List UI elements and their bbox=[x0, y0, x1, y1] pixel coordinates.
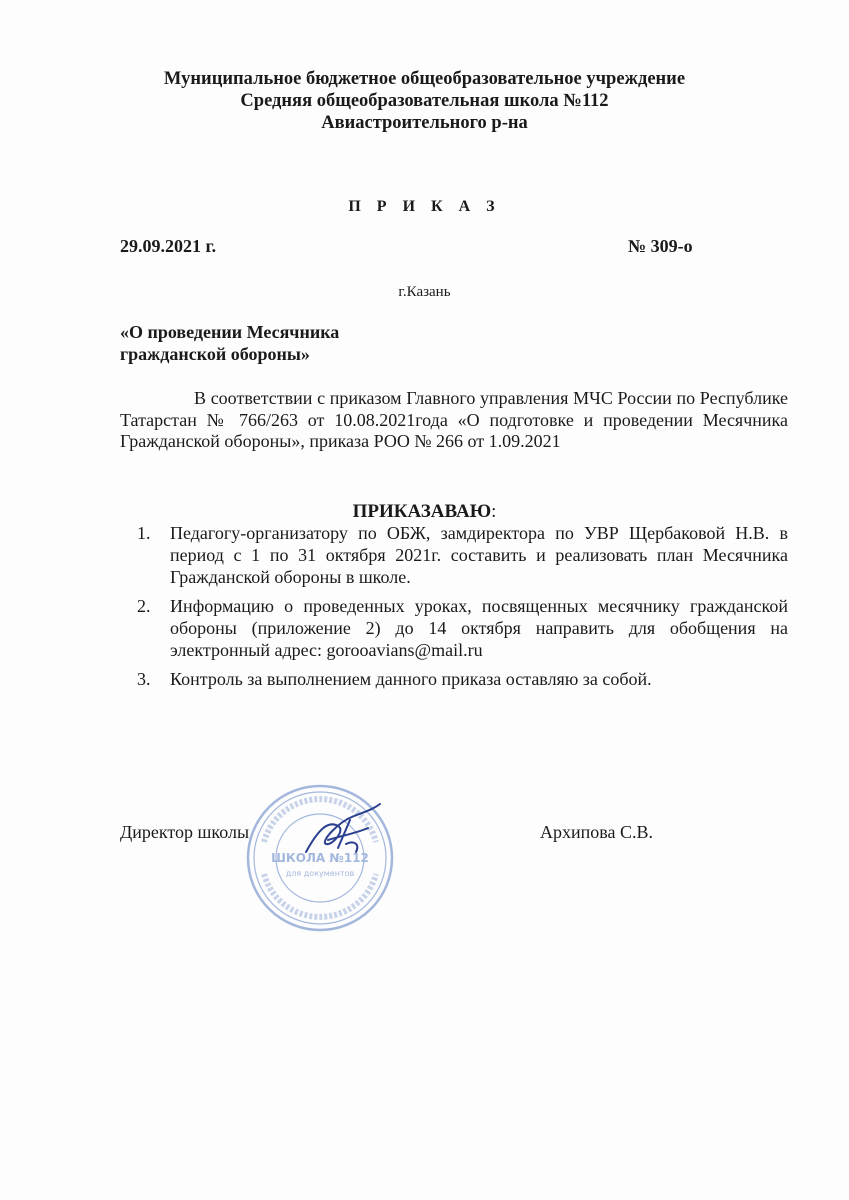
list-item-number: 1. bbox=[137, 523, 151, 543]
order-date: 29.09.2021 г. bbox=[120, 236, 217, 256]
order-number: № 309-о bbox=[628, 236, 693, 256]
list-item-text: Информацию о проведенных уроках, посвященных месячнику гражданской обороны (приложение 2) до 14 октября направить для обобщения на электронный адрес: gorooavians@mail.ru bbox=[170, 596, 788, 660]
preamble-paragraph: В соответствии с приказом Главного управления МЧС России по Республике Татарстан № 766/263 от 10.08.2021года «О подготовке и проведении Месячника Гражданской обороны», приказа РОО № 266 от 1.09.2021 bbox=[120, 388, 788, 452]
header-line-3: Авиастроительного р-на bbox=[321, 113, 528, 133]
subject-line-2: гражданской обороны» bbox=[120, 344, 310, 364]
header-line-2: Средняя общеобразовательная школа №112 bbox=[240, 91, 609, 111]
order-directive-word: ПРИКАЗАВАЮ bbox=[352, 501, 492, 522]
list-item bbox=[120, 522, 788, 588]
signatory-title: Директор школы bbox=[120, 822, 250, 842]
signatory-name: Архипова С.В. bbox=[540, 822, 654, 842]
list-item-text: Контроль за выполнением данного приказа оставляю за собой. bbox=[170, 669, 652, 689]
order-subject bbox=[120, 321, 339, 365]
stamp-center-text: ШКОЛА №112 bbox=[271, 851, 369, 865]
stamp-bottom-text: для документов bbox=[285, 869, 355, 878]
organization-header bbox=[0, 68, 849, 134]
header-line-1: Муниципальное бюджетное общеобразовательное учреждение bbox=[163, 69, 686, 89]
order-directive-heading bbox=[0, 501, 849, 523]
order-city: г.Казань bbox=[398, 284, 451, 300]
list-item-number: 3. bbox=[137, 669, 151, 689]
list-item-text: Педагогу-организатору по ОБЖ, замдиректора по УВР Щербаковой Н.В. в период с 1 по 31 октября 2021г. составить и реализовать план Месячника Гражданской обороны в школе. bbox=[170, 523, 788, 587]
order-directive-colon: : bbox=[491, 501, 497, 522]
order-title: П Р И К А З bbox=[348, 198, 501, 215]
handwritten-signature bbox=[298, 800, 388, 870]
list-item bbox=[120, 595, 788, 661]
subject-line-1: «О проведении Месячника bbox=[120, 322, 340, 342]
list-item bbox=[120, 668, 788, 690]
list-item-number: 2. bbox=[137, 596, 151, 616]
order-items-list bbox=[120, 522, 788, 697]
